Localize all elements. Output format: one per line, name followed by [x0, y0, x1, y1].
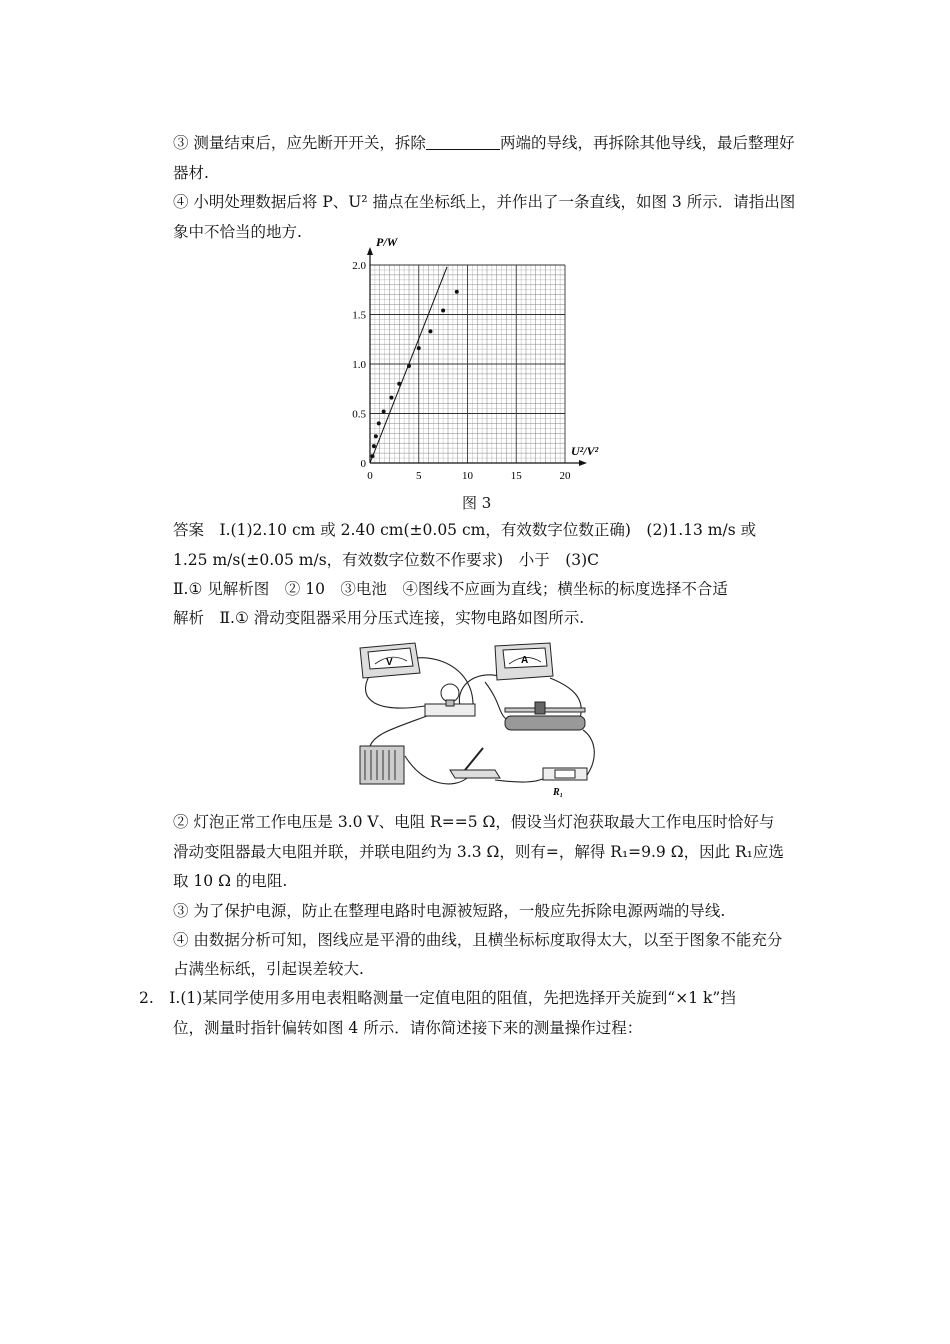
figure-3-caption: 图 3 [462, 494, 492, 512]
x-tick-label: 15 [510, 470, 522, 482]
analysis-line-4: 取 10 Ω 的电阻. [173, 872, 288, 890]
battery [360, 746, 404, 784]
data-point [377, 421, 381, 425]
text-line-4: 象中不恰当的地方. [173, 223, 302, 241]
data-point [417, 346, 421, 350]
origin-label: 0 [360, 458, 366, 470]
analysis-line-6: ④ 由数据分析可知，图线应是平滑的曲线，且横坐标标度取得太大，以至于图象不能充分 [173, 931, 783, 949]
data-point [382, 410, 386, 414]
x-axis-label: U²/V² [571, 444, 599, 458]
switch [450, 748, 500, 778]
data-point [372, 444, 376, 448]
analysis-line-5: ③ 为了保护电源，防止在整理电路时电源被短路，一般应先拆除电源两端的导线. [173, 902, 726, 920]
y-tick-label: 0.5 [352, 408, 366, 421]
x-axis-arrow [579, 460, 587, 466]
text-line-2: 器材. [173, 164, 209, 182]
data-point [397, 382, 401, 386]
y-tick-label: 1.0 [352, 359, 366, 371]
text-line-1 [173, 133, 794, 153]
data-point [428, 329, 432, 333]
rheostat [505, 702, 585, 730]
data-point [370, 454, 374, 458]
y-tick-label: 1.5 [352, 309, 366, 322]
fill-in-blank[interactable] [426, 135, 500, 150]
line-1-part-a: ③ 测量结束后，应先断开开关，拆除 [173, 134, 426, 152]
question-2-line-1: 2. Ⅰ.(1)某同学使用多用电表粗略测量一定值电阻的阻值，先把选择开关旋到“×1 k”挡 [139, 989, 736, 1007]
data-point [441, 309, 445, 313]
analysis-line-2: ② 灯泡正常工作电压是 3.0 V、电阻 R==5 Ω，假设当灯泡获取最大工作电压时恰好与 [173, 813, 775, 831]
data-point [374, 434, 378, 438]
answer-line-1: 答案 Ⅰ.(1)2.10 cm 或 2.40 cm(±0.05 cm，有效数字位数正确) (2)1.13 m/s 或 [173, 521, 757, 539]
light-bulb [425, 684, 475, 716]
ammeter [495, 643, 553, 680]
x-tick-label: 20 [559, 470, 571, 482]
analysis-line-3: 滑动变阻器最大电阻并联，并联电阻约为 3.3 Ω，则有=，解得 R₁=9.9 Ω，因此 R₁应选 [173, 843, 784, 861]
question-2-line-2: 位，测量时指针偏转如图 4 所示．请你简述接下来的测量操作过程： [173, 1019, 643, 1037]
voltmeter [360, 643, 420, 678]
x-tick-label: 5 [416, 470, 422, 482]
p-u2-graph [345, 232, 615, 484]
x-tick-label: 10 [462, 470, 473, 482]
resistor-r1 [543, 768, 587, 798]
circuit-diagram [355, 638, 600, 798]
y-axis-label: P/W [376, 235, 398, 249]
voltmeter-label: V [386, 657, 393, 668]
analysis-line-1: 解析 Ⅱ.① 滑动变阻器采用分压式连接，实物电路如图所示. [173, 609, 585, 627]
data-point [389, 396, 393, 400]
y-axis-arrow [367, 247, 373, 255]
tick-labels [352, 260, 571, 482]
resistor-label: R₁ [553, 787, 564, 798]
x-tick-label: 0 [367, 470, 373, 482]
analysis-line-7: 占满坐标纸，引起误差较大. [173, 960, 364, 978]
data-point [455, 290, 459, 294]
data-point [407, 364, 411, 368]
answer-line-2: 1.25 m/s(±0.05 m/s，有效数字位数不作要求) 小于 (3)C [173, 551, 600, 569]
text-line-3: ④ 小明处理数据后将 P、U² 描点在坐标纸上，并作出了一条直线，如图 3 所示．请指出图 [173, 193, 796, 211]
line-1-part-b: 两端的导线，再拆除其他导线，最后整理好 [499, 134, 795, 152]
y-tick-label: 2.0 [352, 260, 366, 272]
ammeter-label: A [521, 655, 529, 666]
answer-line-3: Ⅱ.① 见解析图 ② 10 ③电池 ④图线不应画为直线；横坐标的标度选择不合适 [173, 580, 728, 598]
